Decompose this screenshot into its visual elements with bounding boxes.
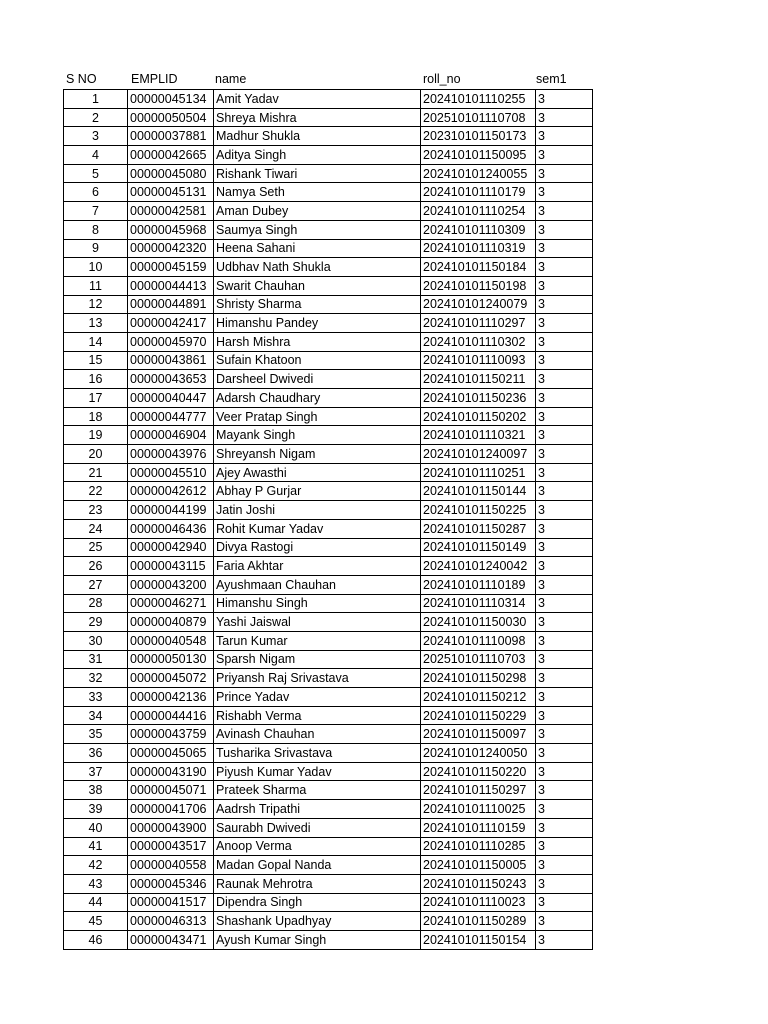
cell-emplid: 00000042136 [128,688,214,707]
cell-sem1: 3 [536,332,593,351]
cell-roll-no: 202410101110321 [421,426,536,445]
cell-name: Jatin Joshi [214,501,421,520]
header-sem1: sem1 [536,72,567,86]
cell-sno: 2 [64,108,128,127]
cell-roll-no: 202410101150184 [421,258,536,277]
cell-sno: 33 [64,688,128,707]
cell-sno: 11 [64,276,128,295]
cell-sno: 39 [64,800,128,819]
cell-sem1: 3 [536,426,593,445]
cell-roll-no: 202410101150095 [421,146,536,165]
cell-name: Amit Yadav [214,90,421,109]
table-row [64,332,593,351]
cell-sno: 21 [64,463,128,482]
cell-name: Harsh Mishra [214,332,421,351]
cell-emplid: 00000046904 [128,426,214,445]
table-row [64,146,593,165]
cell-sno: 45 [64,912,128,931]
cell-emplid: 00000044777 [128,407,214,426]
cell-roll-no: 202410101150202 [421,407,536,426]
cell-sno: 1 [64,90,128,109]
table-row [64,818,593,837]
cell-emplid: 00000045346 [128,874,214,893]
cell-sno: 46 [64,930,128,949]
table-row [64,893,593,912]
cell-sno: 5 [64,164,128,183]
cell-emplid: 00000043115 [128,557,214,576]
cell-emplid: 00000045968 [128,220,214,239]
table-row [64,407,593,426]
cell-sem1: 3 [536,744,593,763]
table-row [64,389,593,408]
cell-emplid: 00000040879 [128,613,214,632]
cell-name: Yashi Jaiswal [214,613,421,632]
header-roll-no: roll_no [423,72,461,86]
cell-name: Mayank Singh [214,426,421,445]
cell-name: Shristy Sharma [214,295,421,314]
table-row [64,108,593,127]
cell-name: Heena Sahani [214,239,421,258]
table-row [64,202,593,221]
table-row [64,631,593,650]
cell-emplid: 00000037881 [128,127,214,146]
table-row [64,669,593,688]
cell-sem1: 3 [536,631,593,650]
cell-roll-no: 202410101150154 [421,930,536,949]
table-row [64,744,593,763]
cell-emplid: 00000043759 [128,725,214,744]
cell-sem1: 3 [536,874,593,893]
cell-roll-no: 202410101150211 [421,370,536,389]
cell-roll-no: 202410101110297 [421,314,536,333]
cell-roll-no: 202410101110023 [421,893,536,912]
cell-roll-no: 202410101150030 [421,613,536,632]
cell-sem1: 3 [536,482,593,501]
header-name: name [215,72,247,86]
cell-roll-no: 202410101110189 [421,575,536,594]
cell-name: Shreyansh Nigam [214,445,421,464]
cell-emplid: 00000046436 [128,519,214,538]
header-sno: S NO [66,72,97,86]
cell-roll-no: 202410101110255 [421,90,536,109]
cell-emplid: 00000040558 [128,856,214,875]
cell-name: Veer Pratap Singh [214,407,421,426]
cell-name: Rishabh Verma [214,706,421,725]
cell-sno: 35 [64,725,128,744]
cell-sno: 18 [64,407,128,426]
cell-roll-no: 202410101240097 [421,445,536,464]
cell-emplid: 00000045970 [128,332,214,351]
cell-sem1: 3 [536,538,593,557]
cell-sem1: 3 [536,856,593,875]
cell-emplid: 00000045072 [128,669,214,688]
cell-roll-no: 202410101110025 [421,800,536,819]
cell-sem1: 3 [536,800,593,819]
cell-sno: 30 [64,631,128,650]
table-row [64,351,593,370]
cell-sem1: 3 [536,781,593,800]
cell-name: Madhur Shukla [214,127,421,146]
table-row [64,239,593,258]
cell-sem1: 3 [536,818,593,837]
cell-sno: 14 [64,332,128,351]
cell-roll-no: 202510101110708 [421,108,536,127]
cell-sno: 12 [64,295,128,314]
table-row [64,538,593,557]
cell-name: Aditya Singh [214,146,421,165]
cell-name: Saumya Singh [214,220,421,239]
cell-sno: 26 [64,557,128,576]
cell-emplid: 00000042612 [128,482,214,501]
table-row [64,90,593,109]
cell-sem1: 3 [536,239,593,258]
cell-emplid: 00000045510 [128,463,214,482]
cell-sem1: 3 [536,930,593,949]
cell-emplid: 00000045065 [128,744,214,763]
cell-roll-no: 202410101110314 [421,594,536,613]
cell-sem1: 3 [536,613,593,632]
cell-sem1: 3 [536,463,593,482]
cell-roll-no: 202410101110093 [421,351,536,370]
cell-sem1: 3 [536,575,593,594]
cell-roll-no: 202410101240055 [421,164,536,183]
cell-name: Udbhav Nath Shukla [214,258,421,277]
cell-sno: 44 [64,893,128,912]
table-row [64,594,593,613]
cell-name: Sparsh Nigam [214,650,421,669]
table-row [64,426,593,445]
cell-emplid: 00000046313 [128,912,214,931]
cell-sem1: 3 [536,519,593,538]
cell-emplid: 00000050504 [128,108,214,127]
cell-name: Aman Dubey [214,202,421,221]
table-row [64,370,593,389]
cell-emplid: 00000043653 [128,370,214,389]
cell-emplid: 00000042665 [128,146,214,165]
cell-sem1: 3 [536,127,593,146]
cell-sem1: 3 [536,407,593,426]
student-sheet [63,70,591,950]
table-row [64,856,593,875]
cell-name: Priyansh Raj Srivastava [214,669,421,688]
cell-emplid: 00000043976 [128,445,214,464]
cell-sem1: 3 [536,893,593,912]
cell-sno: 36 [64,744,128,763]
cell-sem1: 3 [536,202,593,221]
cell-sem1: 3 [536,501,593,520]
cell-emplid: 00000043200 [128,575,214,594]
cell-emplid: 00000043471 [128,930,214,949]
table-row [64,276,593,295]
table-row [64,575,593,594]
cell-roll-no: 202410101150229 [421,706,536,725]
cell-name: Abhay P Gurjar [214,482,421,501]
table-row [64,874,593,893]
cell-sno: 22 [64,482,128,501]
cell-sno: 42 [64,856,128,875]
header-emplid: EMPLID [131,72,178,86]
cell-sno: 13 [64,314,128,333]
cell-roll-no: 202410101110254 [421,202,536,221]
cell-sno: 20 [64,445,128,464]
cell-sem1: 3 [536,594,593,613]
cell-sem1: 3 [536,314,593,333]
cell-emplid: 00000045131 [128,183,214,202]
cell-name: Shashank Upadhyay [214,912,421,931]
cell-roll-no: 202410101110319 [421,239,536,258]
cell-emplid: 00000043900 [128,818,214,837]
cell-name: Prince Yadav [214,688,421,707]
cell-sem1: 3 [536,295,593,314]
cell-sno: 8 [64,220,128,239]
cell-roll-no: 202410101150236 [421,389,536,408]
cell-name: Raunak Mehrotra [214,874,421,893]
cell-emplid: 00000041706 [128,800,214,819]
cell-name: Ajey Awasthi [214,463,421,482]
cell-roll-no: 202310101150173 [421,127,536,146]
cell-sno: 41 [64,837,128,856]
cell-name: Prateek Sharma [214,781,421,800]
cell-sem1: 3 [536,108,593,127]
cell-sno: 43 [64,874,128,893]
cell-roll-no: 202410101150149 [421,538,536,557]
cell-name: Aadrsh Tripathi [214,800,421,819]
cell-sno: 19 [64,426,128,445]
table-row [64,557,593,576]
cell-roll-no: 202410101150243 [421,874,536,893]
cell-emplid: 00000046271 [128,594,214,613]
cell-roll-no: 202410101150198 [421,276,536,295]
cell-sem1: 3 [536,146,593,165]
cell-sno: 29 [64,613,128,632]
table-row [64,164,593,183]
cell-sem1: 3 [536,183,593,202]
table-row [64,220,593,239]
cell-roll-no: 202410101150097 [421,725,536,744]
cell-sno: 9 [64,239,128,258]
cell-sem1: 3 [536,837,593,856]
table-row [64,725,593,744]
cell-sno: 38 [64,781,128,800]
cell-roll-no: 202410101110159 [421,818,536,837]
cell-name: Faria Akhtar [214,557,421,576]
cell-sno: 40 [64,818,128,837]
cell-emplid: 00000044416 [128,706,214,725]
cell-sem1: 3 [536,351,593,370]
cell-sem1: 3 [536,669,593,688]
table-row [64,781,593,800]
cell-sno: 28 [64,594,128,613]
cell-emplid: 00000043190 [128,762,214,781]
cell-sem1: 3 [536,389,593,408]
cell-emplid: 00000045159 [128,258,214,277]
cell-name: Tarun Kumar [214,631,421,650]
table-row [64,501,593,520]
cell-emplid: 00000044199 [128,501,214,520]
table-row [64,706,593,725]
cell-name: Shreya Mishra [214,108,421,127]
cell-roll-no: 202410101240042 [421,557,536,576]
cell-name: Rohit Kumar Yadav [214,519,421,538]
cell-emplid: 00000042320 [128,239,214,258]
cell-roll-no: 202410101150005 [421,856,536,875]
cell-name: Madan Gopal Nanda [214,856,421,875]
cell-sno: 4 [64,146,128,165]
cell-roll-no: 202510101110703 [421,650,536,669]
cell-name: Saurabh Dwivedi [214,818,421,837]
cell-name: Divya Rastogi [214,538,421,557]
cell-sem1: 3 [536,557,593,576]
cell-sem1: 3 [536,220,593,239]
cell-emplid: 00000043861 [128,351,214,370]
table-row [64,127,593,146]
cell-sno: 3 [64,127,128,146]
table-row [64,519,593,538]
cell-roll-no: 202410101240079 [421,295,536,314]
cell-name: Himanshu Pandey [214,314,421,333]
cell-name: Tusharika Srivastava [214,744,421,763]
cell-emplid: 00000040447 [128,389,214,408]
cell-sno: 24 [64,519,128,538]
cell-sno: 31 [64,650,128,669]
cell-sem1: 3 [536,370,593,389]
cell-roll-no: 202410101150289 [421,912,536,931]
cell-emplid: 00000041517 [128,893,214,912]
cell-name: Himanshu Singh [214,594,421,613]
cell-sem1: 3 [536,912,593,931]
cell-sno: 34 [64,706,128,725]
cell-name: Avinash Chauhan [214,725,421,744]
cell-sem1: 3 [536,762,593,781]
cell-sno: 10 [64,258,128,277]
table-row [64,295,593,314]
cell-roll-no: 202410101150287 [421,519,536,538]
cell-roll-no: 202410101150220 [421,762,536,781]
cell-sno: 25 [64,538,128,557]
table-row [64,800,593,819]
table-row [64,258,593,277]
cell-sem1: 3 [536,276,593,295]
cell-name: Adarsh Chaudhary [214,389,421,408]
cell-emplid: 00000040548 [128,631,214,650]
cell-roll-no: 202410101110309 [421,220,536,239]
cell-sno: 6 [64,183,128,202]
cell-name: Namya Seth [214,183,421,202]
cell-roll-no: 202410101110179 [421,183,536,202]
cell-roll-no: 202410101110251 [421,463,536,482]
cell-emplid: 00000050130 [128,650,214,669]
cell-roll-no: 202410101150144 [421,482,536,501]
cell-roll-no: 202410101110098 [421,631,536,650]
table-row [64,314,593,333]
cell-roll-no: 202410101110302 [421,332,536,351]
table-row [64,463,593,482]
table-row [64,837,593,856]
cell-sem1: 3 [536,650,593,669]
header-row [63,70,591,89]
table-body [64,90,593,950]
cell-name: Ayushmaan Chauhan [214,575,421,594]
cell-sno: 32 [64,669,128,688]
cell-sem1: 3 [536,725,593,744]
cell-roll-no: 202410101150298 [421,669,536,688]
cell-emplid: 00000044891 [128,295,214,314]
cell-roll-no: 202410101150212 [421,688,536,707]
cell-roll-no: 202410101150297 [421,781,536,800]
cell-sem1: 3 [536,445,593,464]
cell-sem1: 3 [536,258,593,277]
table-row [64,183,593,202]
cell-name: Darsheel Dwivedi [214,370,421,389]
cell-name: Anoop Verma [214,837,421,856]
cell-emplid: 00000042581 [128,202,214,221]
table-row [64,445,593,464]
cell-roll-no: 202410101150225 [421,501,536,520]
table-row [64,912,593,931]
table-row [64,762,593,781]
table-row [64,930,593,949]
cell-sno: 37 [64,762,128,781]
cell-sno: 17 [64,389,128,408]
cell-name: Sufain Khatoon [214,351,421,370]
cell-emplid: 00000045071 [128,781,214,800]
cell-emplid: 00000044413 [128,276,214,295]
cell-name: Rishank Tiwari [214,164,421,183]
cell-name: Piyush Kumar Yadav [214,762,421,781]
cell-emplid: 00000043517 [128,837,214,856]
cell-sno: 15 [64,351,128,370]
table-row [64,482,593,501]
cell-sem1: 3 [536,706,593,725]
table-row [64,650,593,669]
table-row [64,613,593,632]
cell-emplid: 00000042940 [128,538,214,557]
cell-name: Dipendra Singh [214,893,421,912]
cell-name: Ayush Kumar Singh [214,930,421,949]
cell-name: Swarit Chauhan [214,276,421,295]
cell-roll-no: 202410101240050 [421,744,536,763]
cell-roll-no: 202410101110285 [421,837,536,856]
cell-sno: 7 [64,202,128,221]
cell-sno: 23 [64,501,128,520]
cell-sno: 27 [64,575,128,594]
cell-sem1: 3 [536,688,593,707]
cell-sem1: 3 [536,90,593,109]
table-row [64,688,593,707]
cell-emplid: 00000045134 [128,90,214,109]
cell-emplid: 00000045080 [128,164,214,183]
student-table [63,89,593,950]
cell-sem1: 3 [536,164,593,183]
cell-emplid: 00000042417 [128,314,214,333]
cell-sno: 16 [64,370,128,389]
